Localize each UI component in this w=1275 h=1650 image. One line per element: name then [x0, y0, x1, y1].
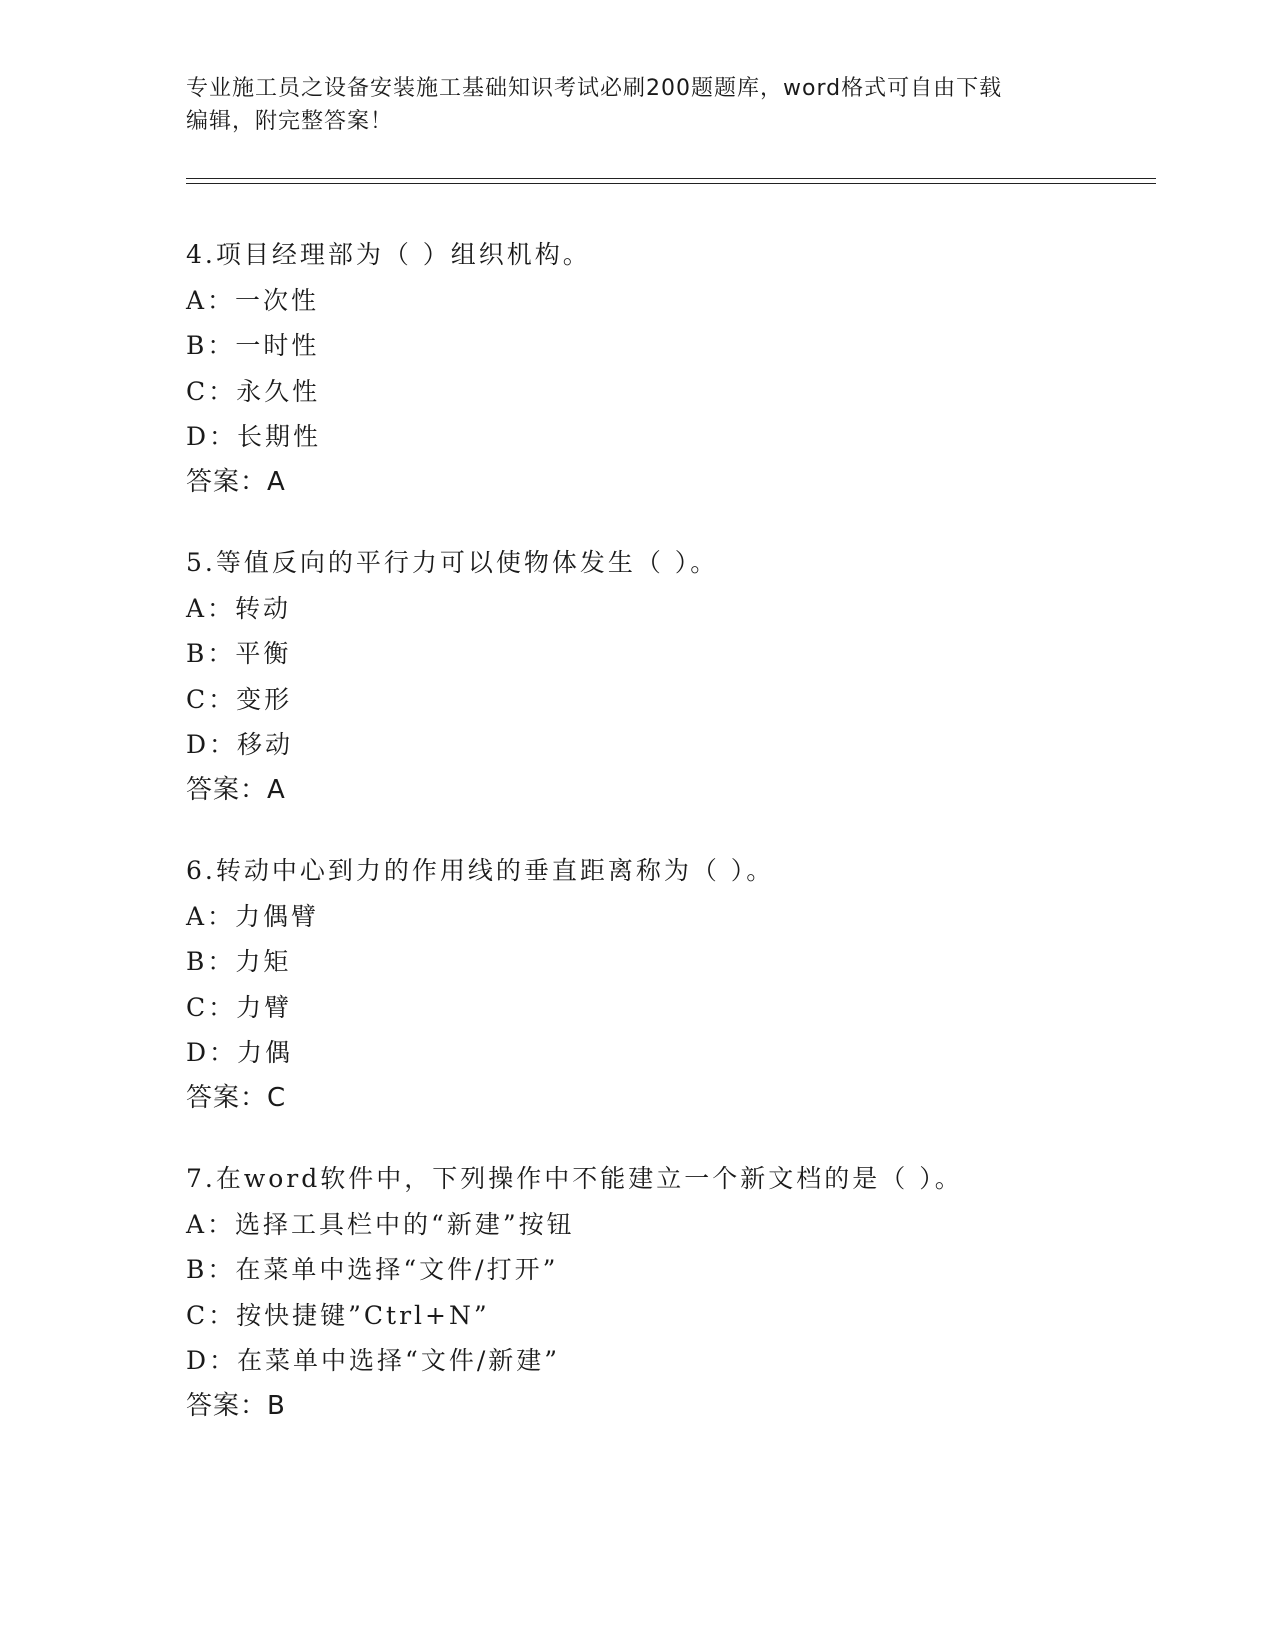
answer-label: 答案：A	[186, 466, 286, 497]
option-d: D：力偶	[186, 1038, 294, 1067]
option-b: B：在菜单中选择“文件/打开”	[186, 1255, 559, 1284]
header-title-line-2: 编辑，附完整答案！	[186, 109, 394, 134]
option-a: A：转动	[186, 593, 292, 623]
document-header	[186, 72, 1086, 138]
option-b: B：力矩	[186, 947, 292, 976]
question-4	[186, 232, 1146, 505]
option-d: D：移动	[186, 730, 294, 759]
answer-label: 答案：A	[186, 774, 286, 805]
question-5	[186, 540, 1146, 813]
option-c: C：永久性	[186, 376, 321, 406]
option-b: B：平衡	[186, 639, 292, 668]
header-divider	[186, 178, 1156, 184]
option-a: A：选择工具栏中的“新建”按钮	[186, 1209, 575, 1239]
option-a: A：力偶臂	[186, 901, 320, 931]
question-list	[186, 232, 1146, 1464]
question-7	[186, 1156, 1146, 1429]
option-d: D：在菜单中选择“文件/新建”	[186, 1346, 561, 1375]
answer-label: 答案：B	[186, 1390, 286, 1421]
option-a: A：一次性	[186, 285, 320, 315]
question-stem: 7.在word软件中，下列操作中不能建立一个新文档的是（ ）。	[186, 1164, 963, 1193]
option-c: C：变形	[186, 684, 293, 714]
option-c: C：按快捷键”Ctrl+N”	[186, 1300, 490, 1330]
answer-label: 答案：C	[186, 1082, 287, 1113]
option-d: D：长期性	[186, 422, 322, 451]
header-title-line-1: 专业施工员之设备安装施工基础知识考试必刷200题题库，word格式可自由下载	[186, 76, 1003, 101]
question-6	[186, 848, 1146, 1121]
question-stem: 5.等值反向的平行力可以使物体发生（ ）。	[186, 548, 719, 577]
option-c: C：力臂	[186, 992, 293, 1022]
question-stem: 6.转动中心到力的作用线的垂直距离称为（ ）。	[186, 856, 775, 885]
question-stem: 4.项目经理部为（ ）组织机构。	[186, 240, 591, 269]
option-b: B：一时性	[186, 331, 320, 360]
